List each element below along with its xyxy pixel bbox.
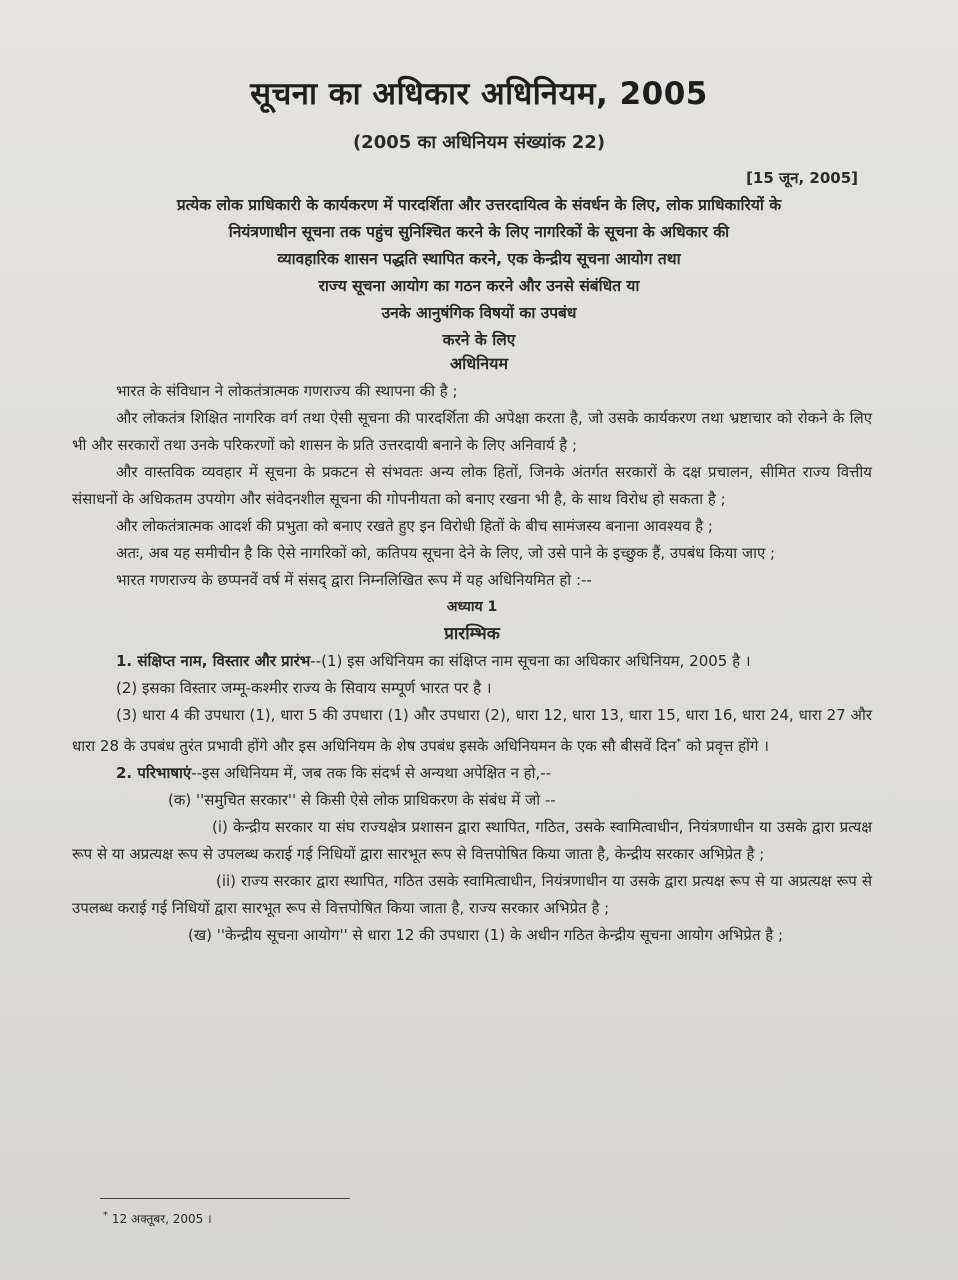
- section-text: --इस अधिनियम में, जब तक कि संदर्भ से अन्यथा अपेक्षित न हो,--: [191, 764, 552, 782]
- long-title: [60, 192, 898, 354]
- section-text: (3) धारा 4 की उपधारा (1), धारा 5 की उपधारा (1) और उपधारा (2), धारा 12, धारा 13, धारा 15, धारा 16, धारा 24, धारा 27 और धारा 28 के उपबंध तुरंत प्रभावी होंगे और इस अधिनियम के शेष उपबंध इसके अधिनियमन के एक सौ बीसवें दिन: [72, 706, 872, 755]
- document-body: [72, 378, 872, 949]
- section-1-heading: 1. संक्षिप्त नाम, विस्तार और प्रारंभ: [116, 652, 311, 670]
- long-title-line: उनके आनुषंगिक विषयों का उपबंध: [381, 304, 577, 322]
- long-title-line: करने के लिए: [442, 331, 516, 349]
- footnote-marker: *: [103, 1210, 108, 1221]
- sub-clause-i: (i) केन्द्रीय सरकार या संघ राज्यक्षेत्र प्रशासन द्वारा स्थापित, गठित, उसके स्वामित्वाधीन, नियंत्रणाधीन या उसके द्वारा प्रत्यक्ष रूप से या अप्रत्यक्ष रूप से उपलब्ध कराई गई निधियों द्वारा सारभूत रूप से वित्तपोषित किया जाता है, केन्द्रीय सरकार अभिप्रेत है ;: [72, 818, 872, 863]
- sub-clause-ii: (ii) राज्य सरकार द्वारा स्थापित, गठित उसके स्वामित्वाधीन, नियंत्रणाधीन या उसके द्वारा प्रत्यक्ष रूप से या अप्रत्यक्ष रूप से उपलब्ध कराई गई निधियों द्वारा सारभूत रूप से वित्तपोषित किया जाता है, राज्य सरकार अभिप्रेत है ;: [72, 872, 872, 917]
- recital-paragraph: और वास्तविक व्यवहार में सूचना के प्रकटन से संभवतः अन्य लोक हितों, जिनके अंतर्गत सरकारों के दक्ष प्रचालन, सीमित राज्य वित्तीय संसाधनों के अधिकतम उपयोग और संवेदनशील सूचना की गोपनीयता को बनाए रखना भी है, के साथ विरोध हो सकता है ;: [72, 463, 872, 508]
- recital-paragraph: अतः, अब यह समीचीन है कि ऐसे नागरिकों को, कतिपय सूचना देने के लिए, जो उसे पाने के इच्छुक हैं, उपबंध किया जाए ;: [116, 544, 776, 562]
- act-number: (2005 का अधिनियम संख्यांक 22): [352, 132, 606, 153]
- section-1-subsection-2: (2) इसका विस्तार जम्मू-कश्मीर राज्य के सिवाय सम्पूर्ण भारत पर है ।: [116, 679, 492, 697]
- act-heading: अधिनियम: [449, 354, 509, 373]
- enacting-formula: भारत गणराज्य के छप्पनवें वर्ष में संसद् द्वारा निम्नलिखित रूप में यह अधिनियमित हो :--: [116, 571, 592, 589]
- clause-kha: (ख) ''केन्द्रीय सूचना आयोग'' से धारा 12 की उपधारा (1) के अधीन गठित केन्द्रीय सूचना आयोग अभिप्रेत है ;: [188, 926, 784, 944]
- long-title-line: प्रत्येक लोक प्राधिकारी के कार्यकरण में पारदर्शिता और उत्तरदायित्व के संवर्धन के लिए, लोक प्राधिकारियों के: [176, 196, 782, 214]
- section-1-subsection-3: [72, 702, 872, 760]
- recital-paragraph: और लोकतंत्र शिक्षित नागरिक वर्ग तथा ऐसी सूचना की पारदर्शिता की अपेक्षा करता है, जो उसके कार्यकरण तथा भ्रष्टाचार को रोकने के लिए भी और सरकारों तथा उनके परिकरणों को शासन के प्रति उत्तरदायी बनाने के लिए अनिवार्य है ;: [72, 409, 872, 454]
- footnote-divider: [100, 1198, 350, 1199]
- chapter-title: प्रारम्भिक: [444, 624, 500, 644]
- section-text: --(1) इस अधिनियम का संक्षिप्त नाम सूचना का अधिकार अधिनियम, 2005 है ।: [310, 652, 751, 670]
- long-title-line: व्यावहारिक शासन पद्धति स्थापित करने, एक केन्द्रीय सूचना आयोग तथा: [277, 250, 681, 268]
- recital-paragraph: और लोकतंत्रात्मक आदर्श की प्रभुता को बनाए रखते हुए इन विरोधी हितों के बीच सामंजस्य बनाना आवश्यव है ;: [116, 517, 713, 535]
- enactment-date: [15 जून, 2005]: [746, 169, 858, 187]
- footnote-marker: *: [676, 737, 682, 748]
- section-1-subsection-1: [72, 648, 872, 675]
- document-title: सूचना का अधिकार अधिनियम, 2005: [250, 76, 708, 112]
- recital-paragraph: भारत के संविधान ने लोकतंत्रात्मक गणराज्य की स्थापना की है ;: [116, 382, 458, 400]
- clause-ka: (क) ''समुचित सरकार'' से किसी ऐसे लोक प्राधिकरण के संबंध में जो --: [168, 791, 556, 809]
- long-title-line: राज्य सूचना आयोग का गठन करने और उनसे संबंधित या: [318, 277, 640, 295]
- chapter-number: अध्याय 1: [446, 599, 498, 615]
- long-title-line: नियंत्रणाधीन सूचना तक पहुंच सुनिश्चित करने के लिए नागरिकों के सूचना के अधिकार की: [228, 223, 730, 241]
- footnote-text: 12 अक्तूबर, 2005 ।: [111, 1212, 212, 1226]
- section-2-intro: [72, 760, 872, 787]
- section-2-heading: 2. परिभाषाएं: [116, 764, 192, 782]
- section-text: को प्रवृत्त होंगे ।: [681, 737, 769, 755]
- footnote: [103, 1210, 212, 1227]
